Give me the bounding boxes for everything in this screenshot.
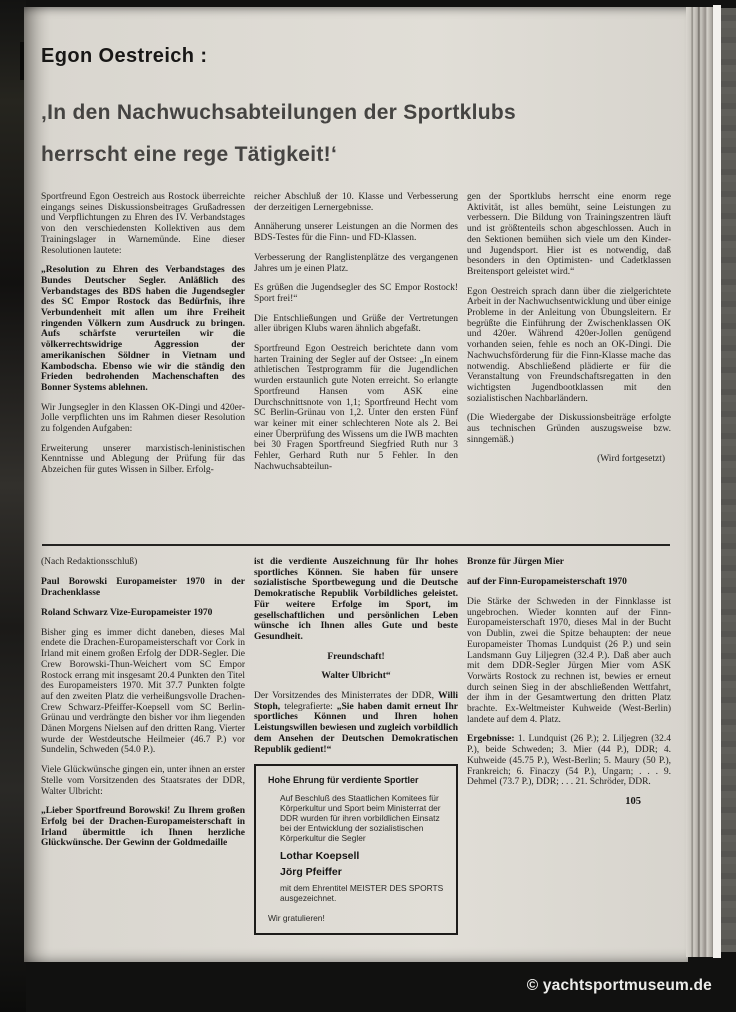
telegram-quote-continued: ist die verdiente Auszeichnung für Ihr hohes sportliches Können. Sie haben für unsere sozialistische Sportbewegung und die Deutsche Demokratische Republik Vorbildliches geleistet. Für weitere Erfolge im Sport, im gesellschaftlichen und persönlichen Leben wünsche ich Ihnen alles Gute und beste Gesundheit.	[254, 557, 458, 642]
top-article-columns	[41, 192, 671, 544]
telegram-lead: Der Vorsitzendes des Ministerrates der DDR,	[254, 691, 439, 702]
magazine-page	[24, 7, 688, 962]
news-heading-finn-em: auf der Finn-Europameisterschaft 1970	[467, 577, 627, 587]
background-cloth	[721, 8, 736, 952]
paragraph: Verbesserung der Ranglistenplätze des vergangenen Jahres um je einen Platz.	[254, 252, 458, 274]
resolution-paragraph: „Resolution zu Ehren des Verbandstages des Bundes Deutscher Segler. Anläßlich des Verbandstages des BDS haben die Jugendsegler des SC Empor Rostock das Bedürfnis, ihre Verbundenheit mit allen um ihre Freiheit ringenden Völkern zum Ausdruck zu bringen. Aufs schärfste verurteilen wir die völkerrechtswidrige Aggression der amerikanischen Söldner in Vietnam und Kambodscha. Ebenso wie wir die ständig den Frieden bedrohenden Machenschaften des Bonner Systems ablehnen.	[41, 265, 245, 393]
honor-box-congrats: Wir gratulieren!	[268, 913, 325, 924]
bottom-news-columns	[41, 557, 671, 935]
results-label: Ergebnisse:	[467, 734, 515, 745]
news-column-1	[41, 557, 245, 935]
page-content	[24, 7, 688, 935]
deadline-note: (Nach Redaktionsschluß)	[41, 557, 138, 567]
honor-box-body: Auf Beschluß des Staatlichen Komitees für Körperkultur und Sport beim Ministerrat der DDR wurden für ihren vorbildlichen Einsatz bei der Entwicklung der sozialistischen Körperkultur die Segler	[280, 793, 441, 844]
news-column-2	[254, 557, 458, 935]
paragraph: Wir Jungsegler in den Klassen OK-Dingi und 420er-Jolle verpflichten uns im Rahmen dieser Resolution zu folgenden Aufgaben:	[41, 402, 245, 435]
honoree-name-pfeiffer: Jörg Pfeiffer	[280, 866, 342, 879]
telegram-quote-text: „Sie haben damit erneut Ihr sportliches Können und Ihren hohen Leistungswillen bewiesen und zugleich vorbildlich dem Ansehen der Deutschen Demokratischen Republik gedient!“	[254, 701, 458, 755]
news-heading-borowski: Paul Borowski Europameister 1970 in der Drachenklasse	[41, 576, 245, 598]
honor-box	[254, 764, 458, 935]
news-column-3	[467, 557, 671, 935]
telegram-mid: telegrafierte:	[280, 701, 337, 712]
paragraph: reicher Abschluß der 10. Klasse und Verbesserung der derzeitigen Lernergebnisse.	[254, 192, 458, 213]
paragraph: Sportfreund Egon Oestreich berichtete dann vom harten Training der Segler auf der Ostsee: „In einem athletischen Testprogramm für die Jugendlichen wurden erstaunlich gute Noten erreicht. So erlangte Sportfreund Hansen vom ASK eine Durchschnittsnote von 1,1; Sportfreund Hecht vom SC Berlin-Grünau von 1,2. Unter den ersten Fünf war keiner mit einer schlechteren Note als 2. Bei einer Überprüfung des Wissens um die IWB machten bei 30 Fragen Sportfreund Siegfried Ruth nur 3 Fehler, Gerhard Ruth nur 5 Fehler. In den Nachwuchsabteilun-	[254, 344, 458, 472]
paragraph: Sportfreund Egon Oestreich aus Rostock überreichte eingangs seines Diskussionsbeitrages Grußadressen und Verpflichtungen zu Ehren des IV. Verbandstages von den verschiedensten Kollektiven aus dem Trainingslager in Warnemünde. Eine dieser Resolutionen lautete:	[41, 192, 245, 256]
article-column-1	[41, 192, 245, 544]
paragraph: Es grüßen die Jugendsegler des SC Empor Rostock! Sport frei!“	[254, 283, 458, 304]
paragraph: Annäherung unserer Leistungen an die Normen des BDS-Testes für die Finn- und FD-Klassen.	[254, 222, 458, 244]
headline-line-2: herrscht eine rege Tätigkeit!‘	[41, 143, 338, 166]
signature-greeting: Freundschaft!	[327, 651, 385, 662]
honor-box-footer: mit dem Ehrentitel MEISTER DES SPORTS ausgezeichnet.	[280, 883, 444, 904]
results-paragraph	[467, 734, 671, 788]
paragraph: Egon Oestreich sprach dann über die zielgerichtete Arbeit in der Nachwuchsentwicklung und über einige Probleme in der Anleitung von Übungsleitern. Er begrüßte die Einführung der Zwischenklassen OK und 420er. Während 420er-Jollen genügend vorhanden seien, fehle es noch an OK-Dingi. Die Nachwuchsförderung für die Finn-Klasse mache das notwendig. Abschließend plädierte er für die Veranstaltung von Freundschaftsregatten in den wichtigsten Jugendbootklassen mit den sozialistischen Nachbarländern.	[467, 286, 671, 404]
paragraph: Viele Glückwünsche gingen ein, unter ihnen an erster Stelle vom Vorsitzenden des Staatsrates der DDR, Walter Ulbricht:	[41, 765, 245, 797]
paragraph: gen der Sportklubs herrscht eine enorm rege Aktivität, ist alles bemüht, seine Leistungen zu verbessern. Die Bildung von Trainingszentren läuft und ist größtenteils schon abgeschlossen. Auch in den Sektionen bemühen sich viele um den Kinder- und Jugendsport. Hier ist es notwendig, daß besonders in den Optimisten- und Cadetklassen Breitensport geleistet wird.“	[467, 192, 671, 277]
paragraph: Bisher ging es immer dicht daneben, dieses Mal endete die Drachen-Europameisterschaft vor Cork in Irland mit einem großen Erfolg der DDR-Segler. Die Crew Borowski-Thun-Weichert vom SC Empor Rostock errang mit insgesamt 20.4 Punkten den Titel des Europameisters 1970. Mit 37.7 Punkten folgte auf den zweiten Platz die verheißungsvolle Drachen-Crew Schwarz-Pfeiffer-Koepsell vom SC Berlin-Grünau und verdrängte den bisher vor ihm liegenden Dänen Morgens Nielsen auf den dritten Rang. Vierter wurde der Westdeutsche Heilmeier (46.7 P.) vor Sundelin, Schweden (54.0 P.).	[41, 627, 245, 756]
watermark: © yachtsportmuseum.de	[526, 977, 712, 994]
news-heading-mier: Bronze für Jürgen Mier	[467, 557, 565, 567]
paragraph: Erweiterung unserer marxistisch-leninistischen Kenntnisse und Ablegung der Prüfung für das Abzeichen für gutes Wissen in Silber. Erfolg-	[41, 443, 245, 476]
article-column-2	[254, 192, 458, 544]
signature-name: Walter Ulbricht“	[321, 671, 391, 682]
telegram-sender-name: Willi Stoph,	[254, 691, 458, 712]
author-masthead: Egon Oestreich :	[41, 45, 208, 67]
page-stack-edge	[686, 7, 713, 957]
section-divider	[42, 544, 670, 546]
page-edge-highlight	[713, 5, 721, 958]
telegram-quote: „Lieber Sportfreund Borowski! Zu Ihrem großen Erfolg bei der Drachen-Europameisterschaft in Irland übermittle ich Ihnen herzliche Glückwünsche. Der Gewinn der Goldmedaille	[41, 806, 245, 849]
article-column-3	[467, 192, 671, 544]
continuation-note: (Wird fortgesetzt)	[597, 454, 665, 465]
article-headline	[41, 92, 671, 176]
editorial-note: (Die Wiedergabe der Diskussionsbeiträge erfolgte aus technischen Gründen auszugsweise bzw. sinngemäß.)	[467, 413, 671, 445]
headline-line-1: ‚In den Nachwuchsabteilungen der Sportklubs	[41, 101, 516, 124]
paragraph: Die Stärke der Schweden in der Finnklasse ist ungebrochen. Wieder konnten auf der Finn-Europameisterschaft 1970, dieses Mal in der Bucht von Dublin, zwei die Spitze behaupten: der neue Europameister Thomas Lundquist (26 P.) und sein Landsmann Guy Liljegren (32.4 P.). Daß aber auch mit dem DDR-Segler Jürgen Mier vom ASK Vorwärts Rostock zu rechnen ist, bewies er erneut durch seinen Sieg in der abschließenden Wettfahrt, der ihm in der Gesamtwertung den dritten Platz brachte. Ex-Weltmeister Kuhweide (West-Berlin) landete auf dem 4. Platz.	[467, 597, 671, 725]
news-heading-schwarz: Roland Schwarz Vize-Europameister 1970	[41, 607, 213, 618]
stoph-telegram-paragraph	[254, 691, 458, 755]
results-list: 1. Lundquist (26 P.); 2. Liljegren (32.4 P.), beide Schweden; 3. Mier (44 P.), DDR; 4. Kuhweide (45.75 P.), West-Berlin; 5. Maury (50 P.), Frankreich; 6. Finaczy (54 P.), Ungarn; . . . 9. Dehmel (73.7 P.), DDR; . . . 21. Schröder, DDR.	[467, 734, 671, 788]
honor-box-title: Hohe Ehrung für verdiente Sportler	[268, 775, 419, 786]
honoree-name-koepsell: Lothar Koepsell	[280, 850, 360, 863]
page-number: 105	[625, 795, 641, 807]
book-binding	[0, 0, 26, 1012]
paragraph: Die Entschließungen und Grüße der Vertretungen aller übrigen Klubs waren ähnlich abgefaßt.	[254, 313, 458, 335]
